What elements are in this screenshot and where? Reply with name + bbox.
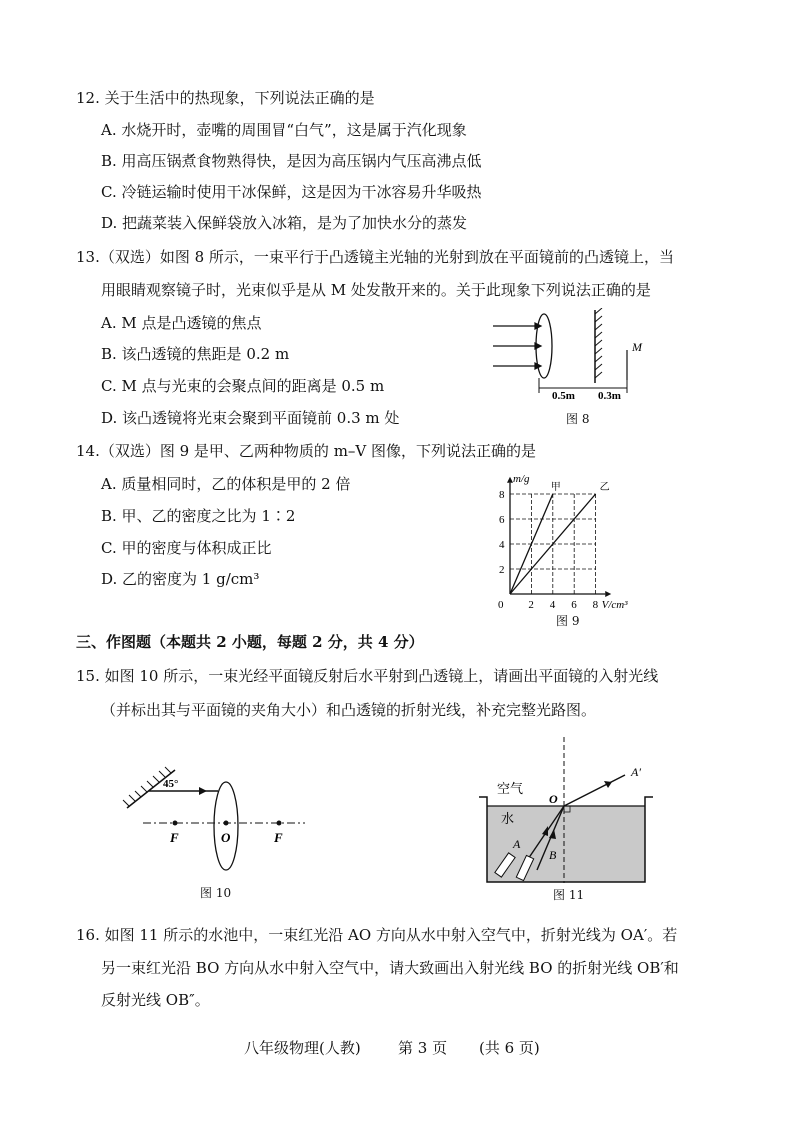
q16-line3: 反射光线 OB″。: [101, 991, 210, 1009]
q14-option-b: B. 甲、乙的密度之比为 1∶2: [101, 507, 296, 525]
fig11-point-a: A: [513, 837, 521, 851]
section-3-title: 三、作图题（本题共 2 小题，每题 2 分，共 4 分）: [76, 633, 424, 651]
q13-stem-line2: 用眼睛观察镜子时，光束似乎是从 M 处发散开来的。关于此现象下列说法正确的是: [101, 281, 651, 299]
fig8-dim-2: 0.3m: [598, 390, 621, 402]
fig11-air-label: 空气: [497, 781, 524, 796]
figure-10: [115, 760, 315, 880]
fig8-m-label: M: [632, 340, 642, 354]
q13-option-a: A. M 点是凸透镜的焦点: [101, 314, 262, 332]
fig11-point-b: B: [549, 848, 557, 862]
x-axis-arrow: [605, 591, 611, 597]
fig11-point-o: O: [549, 792, 558, 806]
x-tick-label: 6: [571, 599, 577, 610]
footer-subject: 八年级物理(人教): [244, 1039, 361, 1057]
fig10-optical-center: O: [221, 830, 231, 845]
fig10-caption: 图 10: [200, 886, 232, 900]
footer-total: (共 6 页): [479, 1039, 540, 1057]
y-axis-label: m/g: [513, 473, 530, 485]
footer-page: 第 3 页: [398, 1039, 448, 1057]
fig11-caption: 图 11: [553, 888, 585, 902]
q12-option-d: D. 把蔬菜装入保鲜袋放入冰箱，是为了加快水分的蒸发: [101, 214, 468, 232]
x-tick-label: 4: [549, 599, 556, 610]
figure-9-mv-graph: [480, 470, 660, 610]
q14-option-c: C. 甲的密度与体积成正比: [101, 539, 272, 557]
fig10-angle-label: 45°: [163, 778, 179, 790]
fig10-convex-lens: [214, 782, 238, 870]
q12-option-c: C. 冷链运输时使用干冰保鲜，这是因为干冰容易升华吸热: [101, 183, 482, 201]
fig10-focus-right: F: [274, 830, 283, 845]
figure-11: [475, 735, 660, 885]
fig11-water-label: 水: [501, 811, 515, 826]
q13-option-b: B. 该凸透镜的焦距是 0.2 m: [101, 345, 290, 363]
y-tick-label: 6: [499, 514, 505, 526]
q12-option-b: B. 用高压锅煮食物熟得快，是因为高压锅内气压高沸点低: [101, 152, 482, 170]
q16-line2: 另一束红光沿 BO 方向从水中射入空气中，请大致画出入射光线 BO 的折射光线 OB′和: [101, 959, 679, 977]
x-tick-label: 8: [592, 599, 599, 610]
fig9-caption: 图 9: [556, 614, 580, 628]
q14-option-a: A. 质量相同时，乙的体积是甲的 2 倍: [101, 475, 351, 493]
fig8-caption: 图 8: [566, 412, 590, 426]
origin-label: 0: [498, 599, 504, 610]
y-tick-label: 4: [499, 539, 505, 551]
y-tick-label: 2: [499, 564, 505, 576]
series-label-1: 甲: [550, 482, 561, 493]
fig8-dim-1: 0.5m: [552, 390, 575, 402]
q13-option-d: D. 该凸透镜将光束会聚到平面镜前 0.3 m 处: [101, 409, 400, 427]
q15-line1: 15. 如图 10 所示，一束光经平面镜反射后水平射到凸透镜上，请画出平面镜的入射光线: [76, 667, 659, 685]
q14-option-d: D. 乙的密度为 1 g/cm³: [101, 570, 260, 588]
q12-option-a: A. 水烧开时，壶嘴的周围冒“白气”，这是属于汽化现象: [101, 121, 467, 139]
q12-stem: 12. 关于生活中的热现象，下列说法正确的是: [76, 89, 375, 107]
q16-line1: 16. 如图 11 所示的水池中，一束红光沿 AO 方向从水中射入空气中，折射光线为 OA′。若: [76, 926, 678, 944]
x-axis-label: V/cm³: [601, 599, 628, 610]
q13-option-c: C. M 点与光束的会聚点间的距离是 0.5 m: [101, 377, 385, 395]
x-tick-label: 2: [528, 599, 534, 610]
q15-line2: （并标出其与平面镜的夹角大小）和凸透镜的折射光线，补充完整光路图。: [101, 701, 597, 719]
series-label-2: 乙: [599, 482, 610, 493]
fig10-focus-left: F: [170, 830, 179, 845]
y-tick-label: 8: [499, 489, 505, 501]
q14-stem: 14.（双选）图 9 是甲、乙两种物质的 m–V 图像，下列说法正确的是: [76, 442, 537, 460]
fig11-a-prime: A′: [631, 765, 641, 779]
q13-stem-line1: 13.（双选）如图 8 所示，一束平行于凸透镜主光轴的光射到放在平面镜前的凸透镜上，当: [76, 248, 674, 266]
